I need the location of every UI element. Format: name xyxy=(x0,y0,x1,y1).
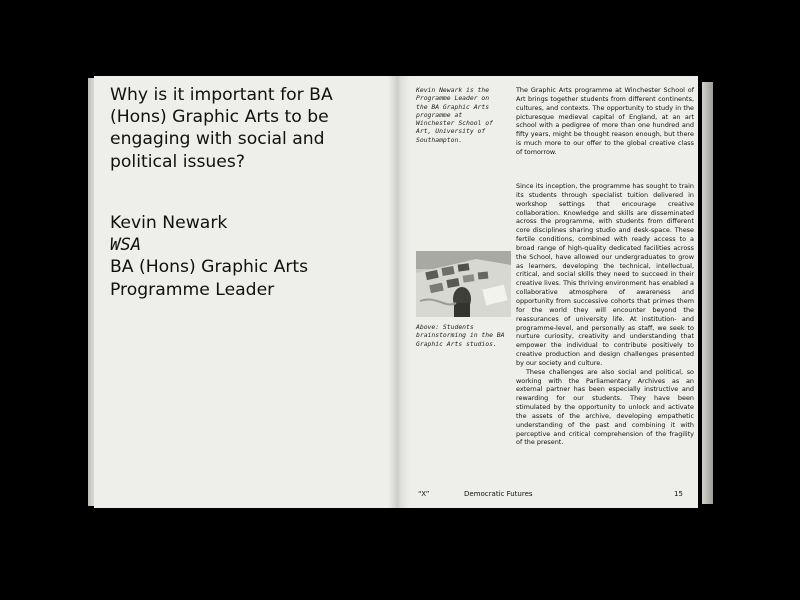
left-page-text xyxy=(110,84,390,300)
body-paragraph-1 xyxy=(516,86,694,157)
footer-section-label: “X” xyxy=(418,490,430,498)
book-gutter-shadow xyxy=(388,76,410,508)
author-bio: Kevin Newark is the Programme Leader on the BA Graphic Arts programme at Winchester School of Art, University of Southampton. xyxy=(416,86,493,144)
body-paragraph-2 xyxy=(516,182,694,447)
footer-publication-title: Democratic Futures xyxy=(464,490,533,498)
studio-photo-image xyxy=(416,251,511,317)
org-label: WSA xyxy=(110,235,142,256)
photo-caption: Above: Students brainstorming in the BA Graphic Arts studios. xyxy=(416,323,505,348)
page-edge-right xyxy=(702,82,713,504)
paragraph-text: Since its inception, the programme has sought to train its students through specialist tuition delivered in workshop settings that encourage creative collaboration. Knowledge and skills are disseminated across the programme, with students from different core disciplines sharing studio and desk-space. These fertile conditions, combined with ready access to a broad range of high-quality dedicated facilities across the School, have allowed our undergraduates to grow as learners, developing the technical, intellectual, critical, and social skills they need to succeed in their creative lives. This thriving environment has enabled a collaborative atmosphere of awareness and opportunity from successive cohorts that primes them for the world they will encounter beyond the reassurances of university life. At institution- and programme-level, and personally as staff, we seek to nurture curiosity, creativity and understanding that empower the individual to contribute positively to creative production and design challenges presented by our society and culture. xyxy=(516,182,694,367)
article-question-heading: Why is it important for BA (Hons) Graphic Arts to be engaging with social and political issues? xyxy=(110,85,333,172)
author-name: Kevin Newark xyxy=(110,213,228,233)
paragraph-text: These challenges are also social and political, so working with the Parliamentary Archives as an external partner has been especially instructive and rewarding for our students. They have been stimulated by the opportunity to unlock and activate the assets of the archive, developing empathetic understanding of the past and combining it with perceptive and critical comprehension of the fragility of the present. xyxy=(516,367,694,447)
footer-page-number: 15 xyxy=(674,490,683,498)
author-role-line2: Programme Leader xyxy=(110,279,275,300)
magazine-spread xyxy=(88,76,713,508)
studio-photo xyxy=(416,251,511,317)
right-page xyxy=(398,76,698,508)
author-role-text: BA (Hons) Graphic Arts xyxy=(110,257,309,278)
author-block xyxy=(110,212,398,301)
left-page xyxy=(94,76,398,508)
author-role-line1 xyxy=(110,234,398,278)
paragraph-text: The Graphic Arts programme at Winchester School of Art brings together students from different continents, cultures, and contexts. The opportunity to study in the picturesque medieval capital of England, at an art school with a pedigree of more than one hundred and fifty years, might be thought reason enough, but there is much more to our offer to the global creative class of tomorrow. xyxy=(516,86,694,156)
